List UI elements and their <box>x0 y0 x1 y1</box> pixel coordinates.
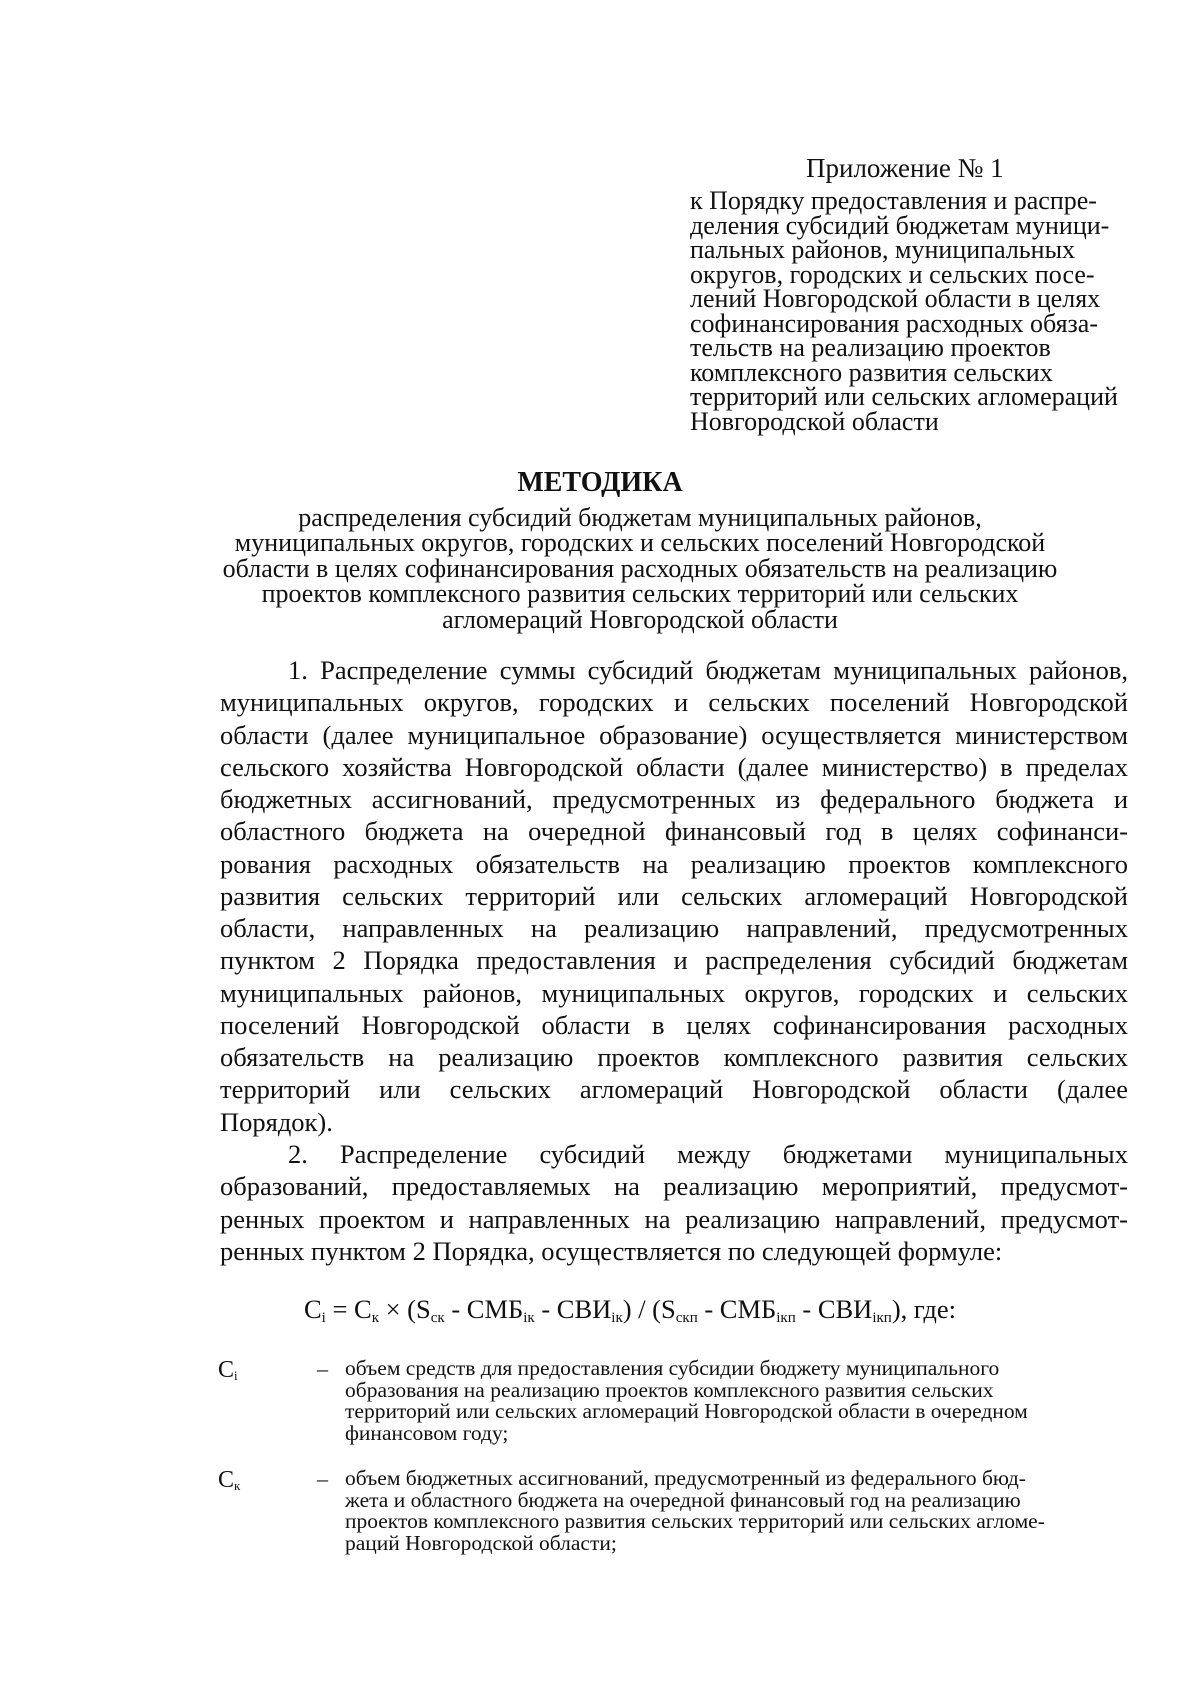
paragraph-line: ренных пунктом 2 Порядка, осуществляется по следующей формуле: <box>220 1235 1003 1266</box>
formula-part: - СВИ <box>795 1294 873 1324</box>
formula-subscript: ск <box>430 1310 445 1326</box>
symbol-subscript: i <box>234 1368 238 1383</box>
formula-part: - СМБ <box>444 1294 524 1324</box>
paragraph-line: муниципальных районов, муниципальных округов, городских и сельских <box>220 977 1128 1008</box>
appendix-line: лений Новгородской области в целях <box>690 284 1101 313</box>
appendix-line: софинансирования расходных обяза- <box>690 308 1099 338</box>
paragraph-line: пунктом 2 Порядка предоставления и распределения субсидий бюджетам <box>220 945 1128 976</box>
subheading-line: агломераций Новгородской области <box>442 604 838 634</box>
definition-line: финансовом году; <box>345 1420 509 1445</box>
appendix-line: к Порядку предоставления и распре- <box>690 186 1097 215</box>
paragraph-line: ренных проектом и направленных на реализацию направлений, предусмот- <box>220 1203 1128 1234</box>
appendix-reference <box>690 186 1140 436</box>
formula-part: ), где: <box>891 1294 957 1324</box>
definition-dash: – <box>317 1466 328 1491</box>
symbol-letter: C <box>218 1467 235 1493</box>
formula-subscript: iк <box>611 1310 623 1326</box>
paragraph-line: муниципальных округов, городских и сельских поселений Новгородской <box>220 687 1128 718</box>
appendix-line: комплексного развития сельских <box>690 357 1053 387</box>
formula-subscript: скп <box>675 1310 698 1326</box>
paragraph-line: 2. Распределение субсидий между бюджетами муниципальных <box>288 1138 1128 1169</box>
definition-line: объем средств для предоставления субсидии бюджету муниципального <box>345 1356 1000 1380</box>
definition-line: раций Новгородской области; <box>345 1530 617 1555</box>
paragraph-line: 1. Распределение суммы субсидий бюджетам муниципальных районов, <box>288 655 1128 685</box>
paragraph-line: обязательств на реализацию проектов комплексного развития сельских <box>220 1042 1128 1073</box>
document-body <box>220 654 1128 1267</box>
paragraph-line: области, направленных на реализацию направлений, предусмотренных <box>220 913 1128 944</box>
appendix-line: деления субсидий бюджетам муници- <box>690 210 1110 240</box>
formula-subscript: iк <box>523 1310 535 1326</box>
paragraph-line: поселений Новгородской области в целях софинансирования расходных <box>220 1009 1128 1040</box>
appendix-line: пальных районов, муниципальных <box>690 235 1076 264</box>
definition-symbol <box>218 1358 238 1382</box>
appendix-title: Приложение № 1 <box>806 153 1004 183</box>
appendix-line: Новгородской области <box>690 406 939 436</box>
definition-line: объем бюджетных ассигнований, предусмотренный из федерального бюд- <box>345 1466 1026 1490</box>
definition-text <box>345 1358 1135 1444</box>
formula-part: = C <box>325 1294 372 1324</box>
formula-part: C <box>303 1294 322 1324</box>
subheading-line: распределения субсидий бюджетам муниципальных районов, <box>298 503 982 532</box>
formula-subscript: iкп <box>872 1310 892 1326</box>
paragraph-line: областного бюджета на очередной финансовый год в целях софинанси- <box>220 816 1128 847</box>
formula-part: - СВИ <box>534 1294 612 1324</box>
paragraph-line: бюджетных ассигнований, предусмотренных из федерального бюджета и <box>220 784 1128 815</box>
symbol-letter: C <box>218 1357 235 1383</box>
paragraph-2 <box>220 1138 1128 1267</box>
definition-text <box>345 1468 1135 1554</box>
formula-part: ) / (S <box>622 1294 676 1324</box>
paragraph-line: территорий или сельских агломераций Новгородской области (далее <box>220 1074 1128 1105</box>
appendix-line: округов, городских и сельских посе- <box>690 259 1095 289</box>
distribution-formula <box>0 1293 1200 1325</box>
appendix-line: тельств на реализацию проектов <box>690 333 1051 362</box>
formula-subscript: i <box>321 1310 326 1326</box>
definition-line: территорий или сельских агломераций Новгородской области в очередном <box>345 1399 1028 1423</box>
formula-part: - СМБ <box>697 1294 777 1324</box>
document-subheading <box>200 505 1080 632</box>
paragraph-line: рования расходных обязательств на реализацию проектов комплексного <box>220 848 1128 879</box>
formula-subscript: iкп <box>776 1310 796 1326</box>
definition-dash: – <box>317 1356 328 1381</box>
paragraph-line: области (далее муниципальное образование) осуществляется министерством <box>220 719 1128 750</box>
definition-symbol <box>218 1468 240 1492</box>
formula-part: × (S <box>378 1294 431 1324</box>
subheading-line: муниципальных округов, городских и сельских поселений Новгородской <box>234 528 1046 558</box>
paragraph-line: сельского хозяйства Новгородской области (далее министерство) в пределах <box>220 751 1128 782</box>
definition-line: жета и областного бюджета на очередной финансовый год на реализацию <box>345 1487 1021 1512</box>
definition-line: образования на реализацию проектов комплексного развития сельских <box>345 1377 994 1402</box>
symbol-subscript: к <box>234 1478 241 1493</box>
paragraph-line: Порядок). <box>220 1106 333 1137</box>
formula-subscript: к <box>371 1310 379 1326</box>
document-heading: МЕТОДИКА <box>517 467 683 498</box>
paragraph-line: развития сельских территорий или сельских агломераций Новгородской <box>220 880 1128 911</box>
paragraph-1 <box>220 654 1128 1138</box>
definition-line: проектов комплексного развития сельских территорий или сельских агломе- <box>345 1509 1045 1533</box>
subheading-line: проектов комплексного развития сельских территорий или сельских <box>261 579 1019 609</box>
paragraph-line: образований, предоставляемых на реализацию мероприятий, предусмот- <box>220 1171 1128 1202</box>
subheading-line: области в целях софинансирования расходных обязательств на реализацию <box>222 553 1058 583</box>
appendix-line: территорий или сельских агломераций <box>690 382 1118 411</box>
